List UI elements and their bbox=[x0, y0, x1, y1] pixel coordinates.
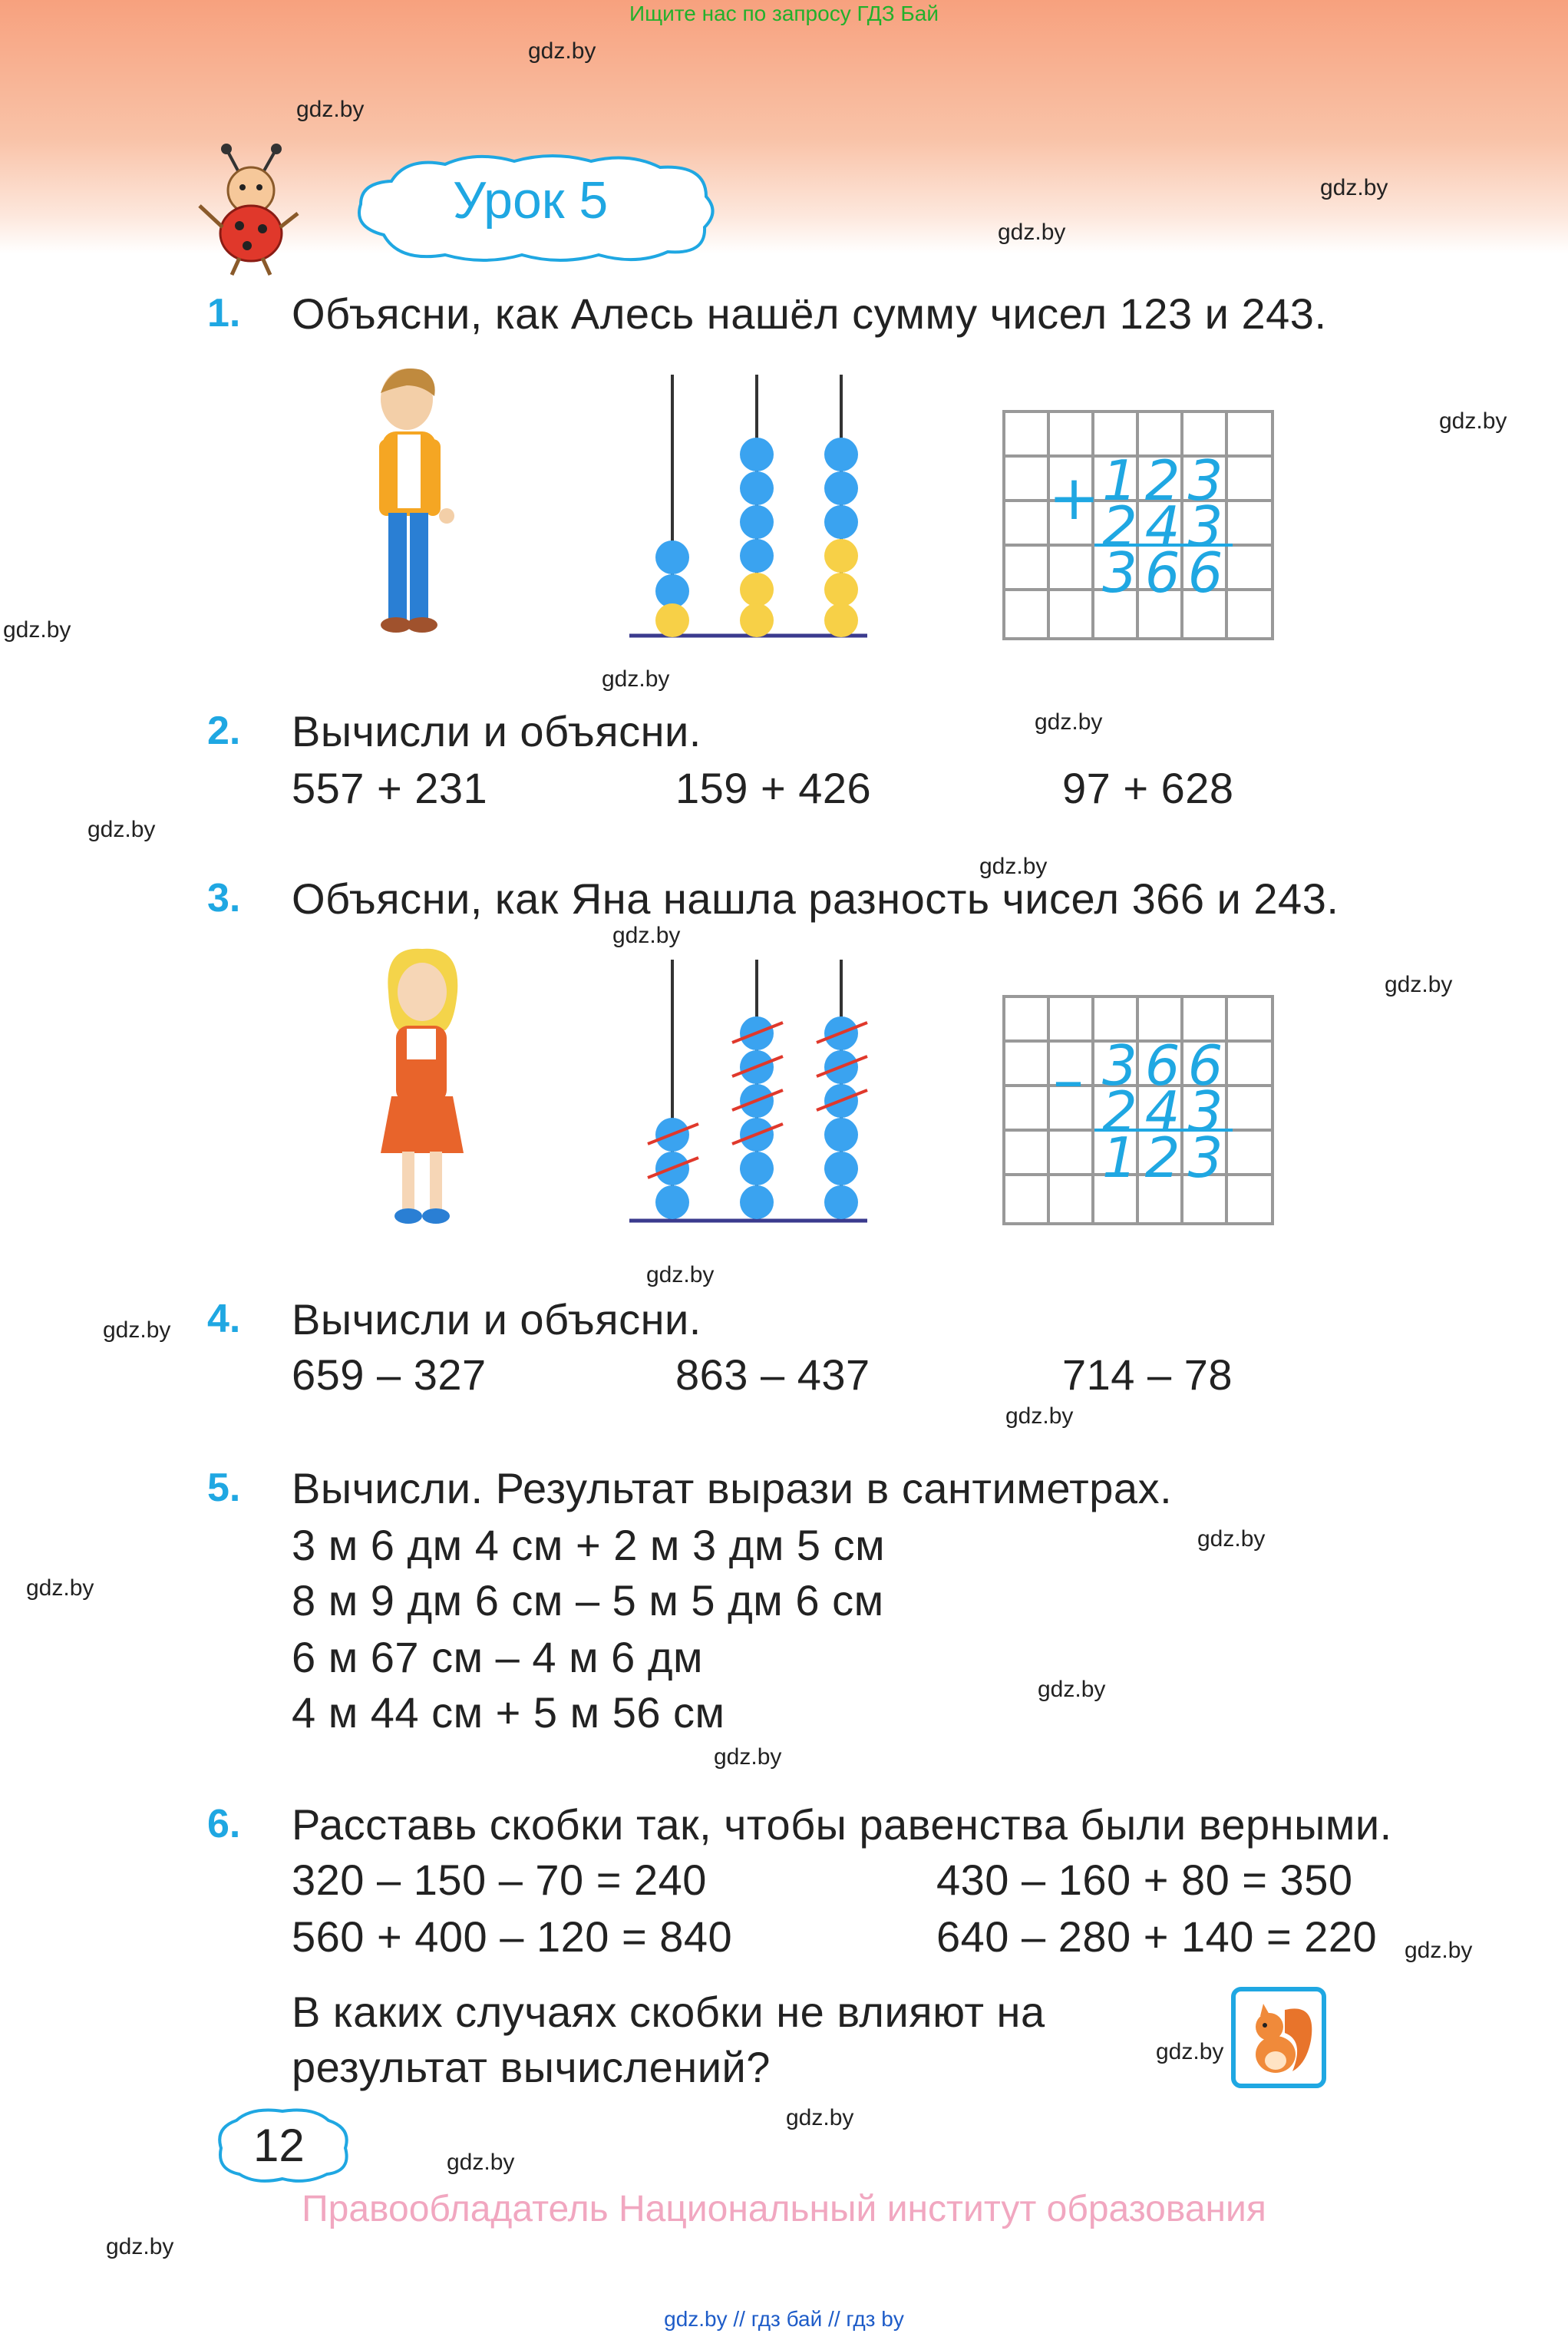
task-1-text: Объясни, как Алесь нашёл сумму чисел 123 и 243. bbox=[292, 289, 1327, 338]
task-2-number: 2. bbox=[207, 709, 241, 753]
squirrel-icon bbox=[1231, 1987, 1326, 2088]
task-4-expr-2: 863 – 437 bbox=[675, 1350, 870, 1399]
watermark: gdz.by bbox=[103, 1317, 171, 1343]
task-5-line-4: 4 м 44 см + 5 м 56 см bbox=[292, 1688, 725, 1737]
task-5-line-3: 6 м 67 см – 4 м 6 дм bbox=[292, 1633, 704, 1681]
watermark: gdz.by bbox=[447, 2150, 515, 2175]
task-5-text: Вычисли. Результат вырази в сантиметрах. bbox=[292, 1464, 1173, 1512]
task-3-number: 3. bbox=[207, 876, 241, 920]
lesson-title: Урок 5 bbox=[453, 171, 609, 230]
copyright-notice: Правообладатель Национальный институт образования bbox=[302, 2189, 1266, 2229]
task-4-number: 4. bbox=[207, 1297, 241, 1341]
task-6-eq-1: 320 – 150 – 70 = 240 bbox=[292, 1856, 707, 1904]
minus-sign: – bbox=[1053, 1044, 1084, 1115]
watermark: gdz.by bbox=[1035, 709, 1103, 735]
subtrahend: 243 bbox=[1102, 1079, 1231, 1144]
task-2-text: Вычисли и объясни. bbox=[292, 707, 701, 755]
task-6-text: Расставь скобки так, чтобы равенства были верными. bbox=[292, 1800, 1392, 1849]
watermark: gdz.by bbox=[528, 38, 596, 64]
watermark: gdz.by bbox=[998, 220, 1066, 245]
watermark: gdz.by bbox=[979, 854, 1048, 879]
abacus-addition bbox=[629, 375, 875, 643]
watermark: gdz.by bbox=[602, 666, 670, 692]
task-6-eq-4: 640 – 280 + 140 = 220 bbox=[936, 1912, 1378, 1961]
watermark: gdz.by bbox=[87, 817, 156, 842]
task-5-line-1: 3 м 6 дм 4 см + 2 м 3 дм 5 см bbox=[292, 1521, 886, 1569]
watermark: gdz.by bbox=[1405, 1938, 1473, 1963]
watermark: gdz.by bbox=[1038, 1677, 1106, 1702]
watermark: gdz.by bbox=[1156, 2039, 1224, 2064]
task-4-text: Вычисли и объясни. bbox=[292, 1295, 701, 1344]
task-6-number: 6. bbox=[207, 1802, 241, 1846]
watermark: gdz.by bbox=[714, 1744, 782, 1770]
plus-sign: + bbox=[1048, 462, 1101, 534]
task-6-question-2: результат вычислений? bbox=[292, 2043, 771, 2091]
watermark: gdz.by bbox=[1197, 1526, 1266, 1552]
watermark: gdz.by bbox=[3, 617, 71, 643]
watermark: gdz.by bbox=[296, 97, 365, 122]
bottom-links[interactable]: gdz.by // гдз бай // гдз by bbox=[664, 2307, 904, 2331]
ladybug-icon bbox=[192, 143, 303, 278]
watermark: gdz.by bbox=[26, 1575, 94, 1601]
task-2-expr-2: 159 + 426 bbox=[675, 764, 872, 812]
task-2-expr-1: 557 + 231 bbox=[292, 764, 488, 812]
task-1-number: 1. bbox=[207, 291, 241, 335]
addend-1: 123 bbox=[1102, 448, 1231, 513]
difference-result: 123 bbox=[1102, 1125, 1231, 1190]
task-5-line-2: 8 м 9 дм 6 см – 5 м 5 дм 6 см bbox=[292, 1576, 884, 1624]
task-4-expr-3: 714 – 78 bbox=[1062, 1350, 1233, 1399]
watermark: gdz.by bbox=[786, 2105, 854, 2130]
task-6-eq-2: 560 + 400 – 120 = 840 bbox=[292, 1912, 733, 1961]
watermark: gdz.by bbox=[1320, 175, 1388, 200]
boy-illustration bbox=[361, 362, 484, 639]
task-6-question-1: В каких случаях скобки не влияют на bbox=[292, 1988, 1045, 2036]
watermark: gdz.by bbox=[1385, 972, 1453, 997]
watermark: gdz.by bbox=[1005, 1403, 1074, 1429]
page-number: 12 bbox=[253, 2120, 305, 2171]
task-2-expr-3: 97 + 628 bbox=[1062, 764, 1234, 812]
task-4-expr-1: 659 – 327 bbox=[292, 1350, 487, 1399]
task-6-eq-3: 430 – 160 + 80 = 350 bbox=[936, 1856, 1353, 1904]
task-5-number: 5. bbox=[207, 1466, 241, 1510]
abacus-subtraction bbox=[629, 960, 875, 1228]
watermark: gdz.by bbox=[646, 1262, 715, 1287]
watermark: gdz.by bbox=[612, 923, 681, 948]
task-3-text: Объясни, как Яна нашла разность чисел 366 и 243. bbox=[292, 874, 1339, 923]
addend-2: 243 bbox=[1102, 494, 1231, 559]
girl-illustration bbox=[368, 946, 484, 1230]
top-banner: Ищите нас по запросу ГДЗ Бай bbox=[629, 2, 939, 25]
minuend: 366 bbox=[1102, 1033, 1231, 1098]
watermark: gdz.by bbox=[106, 2234, 174, 2259]
watermark: gdz.by bbox=[1439, 408, 1507, 434]
sum-result: 366 bbox=[1102, 540, 1231, 605]
